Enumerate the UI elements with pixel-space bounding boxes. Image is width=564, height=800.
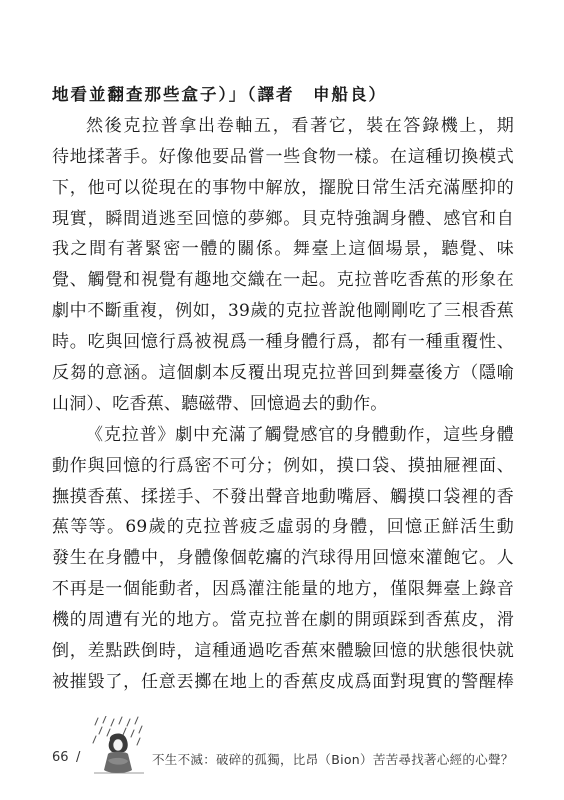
page-number-separator: /	[76, 750, 81, 765]
page-footer	[52, 732, 514, 780]
text-line: 下，他可以從現在的事物中解放，擺脫日常生活充滿壓抑的	[52, 177, 514, 198]
text-line-quote-end: 地看並翻查那些盒子）」（譯者 申船良）	[52, 85, 387, 104]
text-line: 待地揉著手。好像他要品嘗一些食物一樣。在這種切換模式	[52, 146, 514, 167]
text-line: 我之間有著緊密一體的關係。舞臺上這個場景，聽覺、味	[52, 239, 514, 260]
text-line: 覺、觸覺和視覺有趣地交織在一起。克拉普吃香蕉的形象在	[52, 270, 514, 291]
text-line: 機的周遭有光的地方。當克拉普在劇的開頭踩到香蕉皮，滑	[52, 610, 514, 631]
text-line: 發生在身體中，身體像個乾癟的汽球得用回憶來灌飽它。人	[52, 548, 514, 569]
text-line: 劇中不斷重複，例如，39歲的克拉普說他剛剛吃了三根香蕉	[52, 301, 514, 322]
running-book-title: 不生不滅：破碎的孤獨，比昂（Bion）苦苦尋找著心經的心聲？	[152, 752, 514, 767]
page-number: 66	[52, 750, 69, 765]
text-line: 反芻的意涵。這個劇本反覆出現克拉普回到舞臺後方（隱喻	[52, 363, 514, 384]
text-line: 倒，差點跌倒時，這種通過吃香蕉來體驗回憶的狀態很快就	[52, 641, 514, 662]
text-line-paragraph-end: 山洞）、吃香蕉、聽磁帶、回憶過去的動作。	[52, 393, 388, 414]
text-line: 時。吃與回憶行爲被視爲一種身體行爲，都有一種重覆性、	[52, 332, 514, 353]
text-line: 《克拉普》劇中充滿了觸覺感官的身體動作，這些身體	[86, 424, 514, 445]
text-line: 被摧毀了，任意丟擲在地上的香蕉皮成爲面對現實的警醒棒	[52, 671, 514, 692]
text-line: 現實，瞬間逍逃至回憶的夢鄉。貝克特強調身體、感官和自	[52, 208, 514, 229]
person-under-rain-illustration	[88, 716, 148, 778]
text-line: 然後克拉普拿出卷軸五，看著它，裝在答錄機上，期	[86, 115, 514, 136]
text-line: 撫摸香蕉、揉搓手、不發出聲音地動嘴唇、觸摸口袋裡的香	[52, 486, 514, 507]
text-line: 蕉等等。69歲的克拉普疲乏虛弱的身體，回憶正鮮活生動	[52, 517, 514, 538]
text-line: 不再是一個能動者，因爲灌注能量的地方，僅限舞臺上錄音	[52, 579, 514, 600]
body-text	[52, 80, 514, 698]
text-line: 動作與回憶的行爲密不可分；例如，摸口袋、摸抽屜裡面、	[52, 455, 514, 476]
